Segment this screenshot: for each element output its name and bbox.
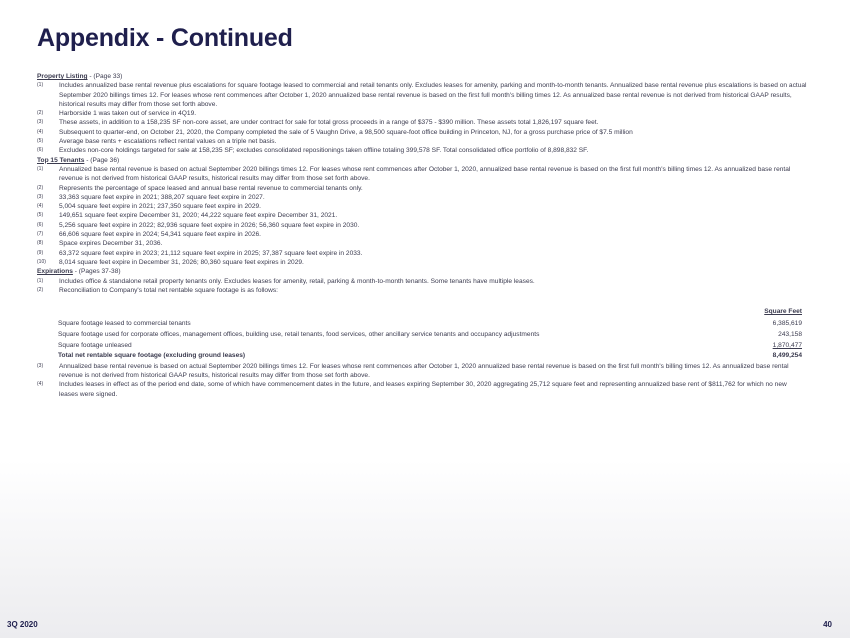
table-row <box>58 341 802 352</box>
row-value: 8,499,254 <box>772 352 802 360</box>
footnote: (3) These assets, in addition to a 158,235 SF non-core asset, are under contract for sale for total gross proceeds in a range of $375 - $390 million. These assets total 1,826,197 square feet. <box>37 119 599 127</box>
section-heading: Expirations - (Pages 37-38) <box>37 268 121 276</box>
row-label: Square footage used for corporate offices, management offices, building use, retail tenants, food services, other ancillary service tenants and occupancy adjustments <box>58 331 540 339</box>
footnote: (4) Subsequent to quarter-end, on October 21, 2020, the Company completed the sale of 5 Vaughn Drive, a 98,500 square-foot office building in Princeton, NJ, for a gross purchase price of $7.5 million <box>37 128 633 136</box>
reconciliation-column-header: Square Feet <box>764 308 802 316</box>
footnote: (9) 63,372 square feet expire in 2023; 21,112 square feet expire in 2025; 37,387 square feet expire in 2033. <box>37 249 363 257</box>
footnote: (3) 33,363 square feet expire in 2021; 388,207 square feet expire in 2027. <box>37 193 265 201</box>
section-property-listing <box>37 72 807 156</box>
row-label: Square footage leased to commercial tenants <box>58 320 191 328</box>
footnote: (2) Harborside 1 was taken out of service in 4Q19. <box>37 110 197 118</box>
footnote: (1) Includes office & standalone retail property tenants only. Excludes leases for amenity, retail, parking & month-to-month tenants. Some tenants have multiple leases. <box>37 277 535 285</box>
footnote: (6) 5,256 square feet expire in 2022; 82,936 square feet expire in 2026; 56,360 square feet expire in 2030. <box>37 221 360 229</box>
footnotes-content <box>37 72 807 399</box>
footnote: (1) Includes annualized base rental revenue plus escalations for square footage leased to commercial and retail tenants only. Excludes leases for amenity, parking and month-to-month tenants. Annualized base rental revenue plus escalations is based on actual September 2020 billings times 12. For leases whose rent commences after October 1, 2020 annualized base rental revenue is based on the first full month's billing times 12. As annualized base rental revenue is not derived from historical GAAP results, historical results may differ from those set forth above. <box>37 82 807 108</box>
row-label: Square footage unleased <box>58 341 132 349</box>
footer-period: 3Q 2020 <box>7 620 38 629</box>
footnote: (2) Represents the percentage of space leased and annual base rental revenue to commercial tenants only. <box>37 184 363 192</box>
row-value: 243,158 <box>778 331 802 339</box>
row-label: Total net rentable square footage (excluding ground leases) <box>58 352 246 360</box>
footnote: (8) Space expires December 31, 2036. <box>37 240 163 248</box>
footnote: (5) 149,651 square feet expire December 31, 2020; 44,222 square feet expire December 31, 2021. <box>37 212 338 220</box>
row-value: 6,385,619 <box>772 320 802 328</box>
footnote: (4) 5,004 square feet expire in 2021; 237,350 square feet expire in 2029. <box>37 203 261 211</box>
table-row-total <box>58 351 802 362</box>
row-value: 1,870,477 <box>772 341 802 349</box>
footnote: (6) Excludes non-core holdings targeted for sale at 158,235 SF; excludes consolidated repositionings taken offline totaling 399,578 SF. Total consolidated office portfolio of 8,898,832 SF. <box>37 147 589 155</box>
footnote: (1) Annualized base rental revenue is based on actual September 2020 billings times 12. For leases whose rent commences after October 1, 2020, annualized base rental revenue is based on the first full month's billing times 12. As annualized base rental revenue is not derived from historical GAAP results, historical results may differ from those set forth above. <box>37 165 791 183</box>
footnote: (4) Includes leases in effect as of the period end date, some of which have commencement dates in the future, and leases expiring September 30, 2020 aggregating 25,712 square feet and representing annualized base rent of $811,762 for which no new leases were signed. <box>37 381 787 398</box>
section-heading: Property Listing - (Page 33) <box>37 73 123 80</box>
table-row <box>58 319 802 330</box>
section-top-15-tenants <box>37 156 807 268</box>
table-row <box>58 330 802 341</box>
section-heading: Top 15 Tenants - (Page 36) <box>37 156 120 164</box>
section-expirations <box>37 267 807 399</box>
footnote: (3) Annualized base rental revenue is based on actual September 2020 billings times 12. For leases whose rent commences after October 1, 2020 annualized base rental revenue is based on the first full month's billing times 12. As annualized base rental revenue is not derived from historical GAAP results, historical results may differ from those set forth above. <box>37 362 789 380</box>
page-title: Appendix - Continued <box>37 24 293 52</box>
reconciliation-table <box>58 307 802 362</box>
footnote: (10) 8,014 square feet expire in December 31, 2026; 80,360 square feet expires in 2029. <box>37 258 304 266</box>
footnote: (5) Average base rents + escalations reflect rental values on a triple net basis. <box>37 138 277 146</box>
page-number: 40 <box>823 620 832 629</box>
footnote: (7) 66,606 square feet expire in 2024; 54,341 square feet expire in 2026. <box>37 231 261 239</box>
footnote: (2) Reconciliation to Company's total net rentable square footage is as follows: <box>37 286 278 294</box>
